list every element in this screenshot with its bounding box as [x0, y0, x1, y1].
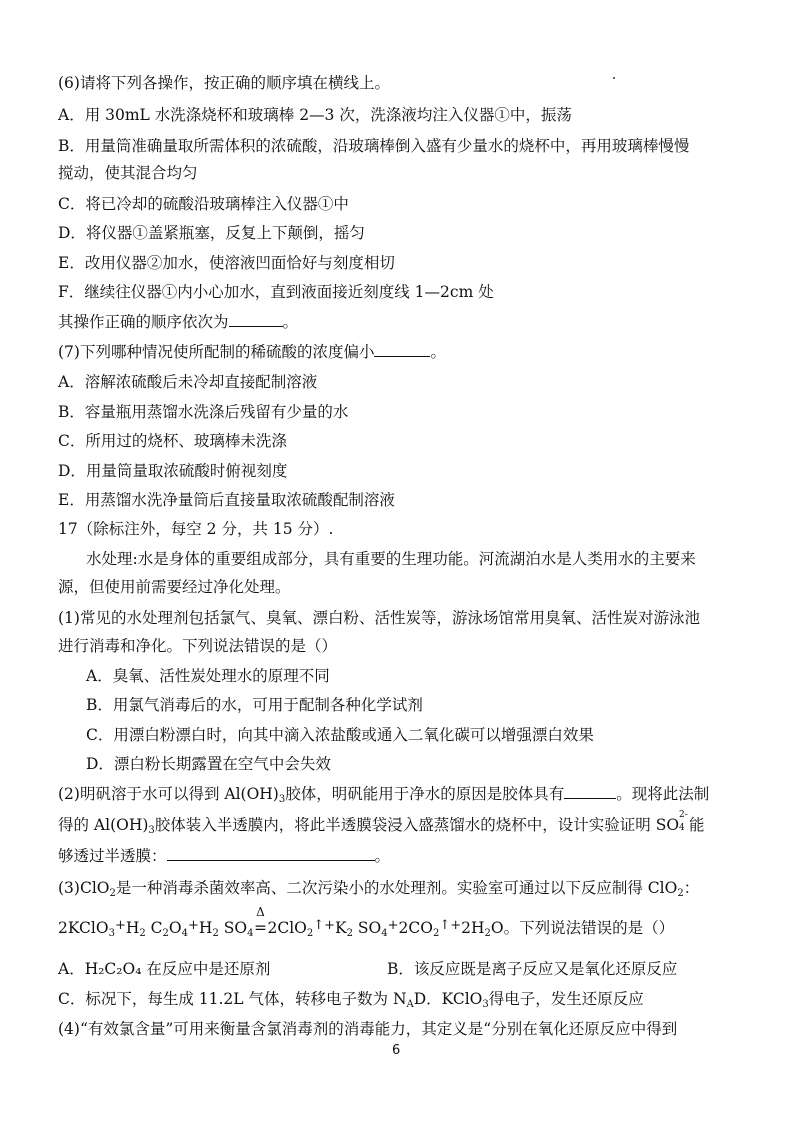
q6-option-a: A．用 30mL 水洗涤烧杯和玻璃棒 2—3 次，洗涤液均注入仪器①中，振荡	[58, 106, 572, 124]
q17-part3-option-d-tail: 得电子，发生还原反应	[488, 990, 644, 1008]
q17-part3-options-cd	[58, 988, 644, 1010]
q7-answer-blank[interactable]	[374, 342, 430, 357]
q17-part3-question: 。下列说法错误的是（）	[503, 919, 675, 937]
q17-part3-option-a: A．H₂C₂O₄ 在反应中是还原剂	[58, 960, 271, 978]
q6-option-b-line1: B．用量筒准确量取所需体积的浓硫酸，沿玻璃棒倒入盛有少量水的烧杯中，再用玻璃棒慢慢	[58, 137, 690, 155]
subscript: 2	[677, 888, 684, 899]
q17-part3-text: ：	[683, 879, 700, 897]
q17-part2-text: 。	[374, 847, 391, 865]
q6-option-b-line2: 搅动，使其混合均匀	[58, 164, 198, 182]
q17-part2-line2	[58, 810, 705, 836]
q6-option-f: F．继续往仪器①内小心加水，直到液面接近刻度线 1—2cm 处	[58, 283, 494, 301]
heat-sign: Δ =	[253, 905, 267, 937]
q6-answer-suffix: 。	[282, 313, 299, 331]
subscript: 4	[679, 823, 685, 833]
subscript: A	[406, 999, 414, 1010]
q17-part3-option-c: C．标况下，每生成 11.2L 气体，转移电子数为 N	[58, 990, 407, 1008]
q7-stem-suffix: 。	[430, 343, 446, 361]
subscript: 3	[278, 794, 286, 805]
q17-part4-line1: (4)“有效氯含量”可用来衡量含氯消毒剂的消毒能力，其定义是“分别在氧化还原反应中得到	[58, 1020, 678, 1038]
q17-part1-option-d: D．漂白粉长期露置在空气中会失效	[86, 755, 331, 773]
q17-part2-text: 胶体装入半透膜内，将此半透膜袋浸入盛蒸馏水的烧杯中，设计实验证明 SO	[154, 816, 680, 834]
q17-part3-option-b: B．该反应既是离子反应又是氧化还原反应	[387, 960, 678, 978]
q17-intro-line2: 源，但使用前需要经过净化处理。	[58, 578, 291, 596]
q17-part3-text: (3)ClO	[58, 879, 110, 897]
q17-part3-option-d: D．KClO	[413, 990, 483, 1008]
q17-part2-blank1[interactable]	[564, 784, 616, 799]
q6-option-c: C．将已冷却的硫酸沿玻璃棒注入仪器①中	[58, 195, 349, 213]
q7-stem	[58, 341, 446, 363]
chemical-equation: $2KClO_3^+H_2$ $C_2O_4^+H_2$ $SO_4$ Δ $=2ClO_2^{↑+}K_2$ $SO_4^+2CO_2^{↑+}2H_2O$	[58, 905, 504, 939]
subscript: 3	[148, 825, 155, 836]
q6-answer-line	[58, 311, 298, 333]
subscript: 2	[109, 888, 116, 899]
q17-part3-text: 是一种消毒杀菌效率高、二次污染小的水处理剂。实验室可通过以下反应制得 ClO	[115, 879, 678, 897]
q17-part1-option-a: A．臭氧、活性炭处理水的原理不同	[86, 667, 330, 685]
delta-symbol: Δ	[256, 905, 265, 919]
q17-part2-text: 胶体，明矾能用于净水的原因是胶体具有	[285, 785, 565, 803]
q17-part1-option-b: B．用氯气消毒后的水，可用于配制各种化学试剂	[86, 696, 423, 714]
q17-part1-line1: (1)常见的水处理剂包括氯气、臭氧、漂白粉、活性炭等，游泳场馆常用臭氧、活性炭对游泳池	[58, 609, 700, 627]
q6-option-e: E．改用仪器②加水，使溶液凹面恰好与刻度相切	[58, 254, 395, 272]
q7-option-c: C．所用过的烧杯、玻璃棒未洗涤	[58, 432, 287, 450]
page-number: 6	[392, 1043, 401, 1058]
q7-option-b: B．容量瓶用蒸馏水洗涤后残留有少量的水	[58, 403, 349, 421]
q17-part2-text: 够透过半透膜：	[58, 847, 167, 865]
q6-answer-blank[interactable]	[229, 312, 283, 327]
q17-part2-line1	[58, 783, 709, 805]
q17-part1-option-c: C．用漂白粉漂白时，向其中滴入浓盐酸或通入二氧化碳可以增强漂白效果	[86, 726, 594, 744]
q17-part3-line1	[58, 877, 699, 899]
subscript: 3	[482, 999, 489, 1010]
sulfate-charge	[679, 810, 689, 833]
q17-part1-line2: 进行消毒和净化。下列说法错误的是（）	[58, 637, 338, 655]
scan-speck	[613, 77, 615, 79]
superscript: 2-	[679, 810, 688, 820]
q17-intro-line1: 水处理:水是身体的重要组成部分，具有重要的生理功能。河流湖泊水是人类用水的主要来	[86, 550, 696, 568]
q6-stem: (6)请将下列各操作，按正确的顺序填在横线上。	[58, 74, 390, 92]
q7-option-a: A．溶解浓硫酸后未冷却直接配制溶液	[58, 373, 318, 391]
q17-part2-line3	[58, 845, 390, 867]
q17-part2-text: 得的 Al(OH)	[58, 816, 149, 834]
q17-part2-blank2[interactable]	[167, 846, 375, 861]
q17-part2-text: (2)明矾溶于水可以得到 Al(OH)	[58, 785, 279, 803]
q17-equation-line	[58, 905, 675, 939]
q7-option-d: D．用量筒量取浓硫酸时俯视刻度	[58, 462, 288, 480]
q6-option-d: D．将仪器①盖紧瓶塞，反复上下颠倒，摇匀	[58, 224, 365, 242]
q7-option-e: E．用蒸馏水洗净量筒后直接量取浓硫酸配制溶液	[58, 491, 395, 509]
q17-part2-text: 能	[689, 816, 705, 834]
q6-answer-prefix: 其操作正确的顺序依次为	[58, 313, 229, 331]
q17-part2-text: 。现将此法制	[616, 785, 710, 803]
q17-header: 17（除标注外，每空 2 分，共 15 分）.	[58, 520, 334, 538]
q7-stem-prefix: (7)下列哪种情况使所配制的稀硫酸的浓度偏小	[58, 343, 375, 361]
